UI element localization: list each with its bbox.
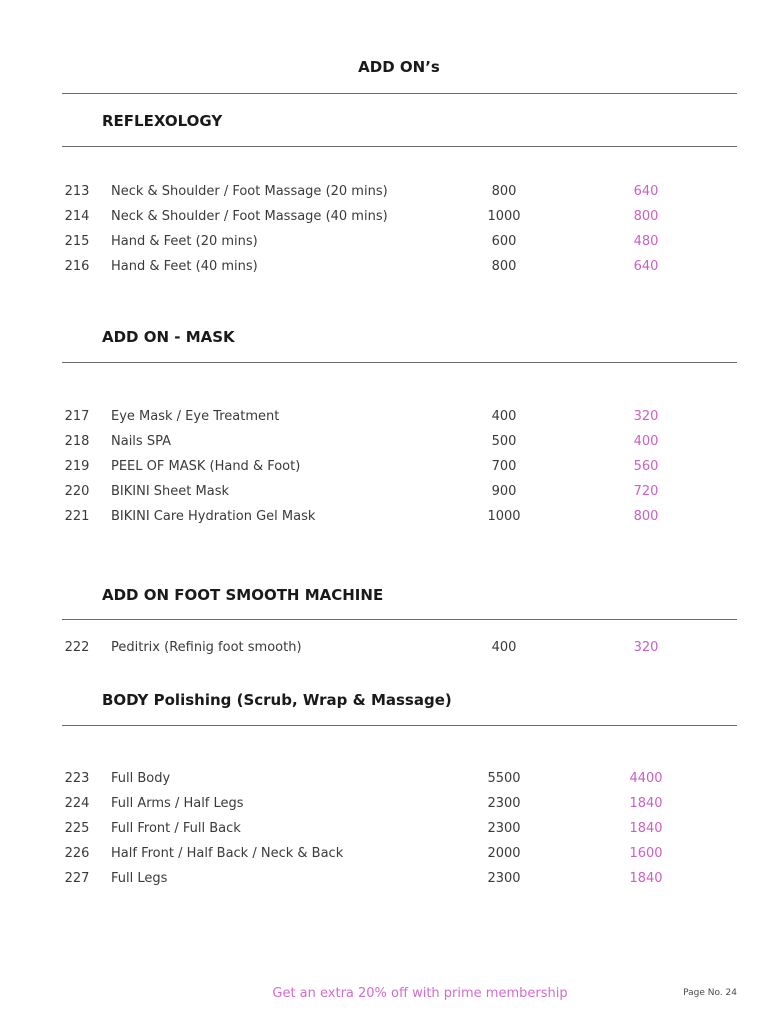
item-name: Hand & Feet (40 mins) xyxy=(111,259,258,274)
item-price: 800 xyxy=(491,259,517,274)
divider xyxy=(62,146,737,147)
item-price: 5500 xyxy=(487,771,521,786)
item-name: Neck & Shoulder / Foot Massage (40 mins) xyxy=(111,209,388,224)
divider xyxy=(62,93,737,94)
item-code: 223 xyxy=(64,771,90,786)
table-row xyxy=(0,429,778,454)
item-price: 2000 xyxy=(487,846,521,861)
item-name: Nails SPA xyxy=(111,434,171,449)
table-row xyxy=(0,229,778,254)
section-title-reflexology: REFLEXOLOGY xyxy=(102,112,223,130)
item-price: 2300 xyxy=(487,871,521,886)
item-price: 2300 xyxy=(487,821,521,836)
item-code: 218 xyxy=(64,434,90,449)
item-member-price: 560 xyxy=(633,459,659,474)
membership-promo: Get an extra 20% off with prime membership xyxy=(272,986,568,1001)
table-row xyxy=(0,841,778,866)
item-name: BIKINI Care Hydration Gel Mask xyxy=(111,509,316,524)
item-member-price: 640 xyxy=(633,184,659,199)
item-name: PEEL OF MASK (Hand & Foot) xyxy=(111,459,301,474)
divider xyxy=(62,362,737,363)
item-code: 224 xyxy=(64,796,90,811)
table-row xyxy=(0,479,778,504)
item-price: 500 xyxy=(491,434,517,449)
item-name: Full Arms / Half Legs xyxy=(111,796,244,811)
page-title: ADD ON’s xyxy=(358,58,440,76)
item-member-price: 480 xyxy=(633,234,659,249)
divider xyxy=(62,725,737,726)
table-row xyxy=(0,454,778,479)
item-price: 1000 xyxy=(487,209,521,224)
item-price: 700 xyxy=(491,459,517,474)
item-member-price: 800 xyxy=(633,509,659,524)
page-number: Page No. 24 xyxy=(683,988,737,998)
item-name: Neck & Shoulder / Foot Massage (20 mins) xyxy=(111,184,388,199)
item-member-price: 320 xyxy=(633,409,659,424)
table-row xyxy=(0,791,778,816)
item-member-price: 1840 xyxy=(629,871,663,886)
item-name: Full Legs xyxy=(111,871,168,886)
table-row xyxy=(0,635,778,660)
item-code: 221 xyxy=(64,509,90,524)
section-title-foot-smooth: ADD ON FOOT SMOOTH MACHINE xyxy=(102,586,384,604)
item-member-price: 800 xyxy=(633,209,659,224)
item-member-price: 4400 xyxy=(629,771,663,786)
item-name: Full Body xyxy=(111,771,171,786)
item-price: 600 xyxy=(491,234,517,249)
item-code: 225 xyxy=(64,821,90,836)
item-code: 222 xyxy=(64,640,90,655)
item-name: Half Front / Half Back / Neck & Back xyxy=(111,846,344,861)
section-title-mask: ADD ON - MASK xyxy=(102,328,235,346)
table-row xyxy=(0,866,778,891)
table-row xyxy=(0,504,778,529)
item-name: BIKINI Sheet Mask xyxy=(111,484,230,499)
item-code: 227 xyxy=(64,871,90,886)
item-name: Hand & Feet (20 mins) xyxy=(111,234,258,249)
table-row xyxy=(0,204,778,229)
item-price: 800 xyxy=(491,184,517,199)
item-price: 400 xyxy=(491,409,517,424)
item-member-price: 640 xyxy=(633,259,659,274)
table-row xyxy=(0,404,778,429)
divider xyxy=(62,619,737,620)
item-member-price: 320 xyxy=(633,640,659,655)
item-price: 900 xyxy=(491,484,517,499)
table-row xyxy=(0,254,778,279)
item-name: Full Front / Full Back xyxy=(111,821,241,836)
item-code: 215 xyxy=(64,234,90,249)
item-code: 214 xyxy=(64,209,90,224)
item-code: 217 xyxy=(64,409,90,424)
item-member-price: 400 xyxy=(633,434,659,449)
item-price: 2300 xyxy=(487,796,521,811)
item-code: 216 xyxy=(64,259,90,274)
table-row xyxy=(0,766,778,791)
item-member-price: 1840 xyxy=(629,796,663,811)
item-member-price: 1840 xyxy=(629,821,663,836)
item-code: 226 xyxy=(64,846,90,861)
section-title-body-polishing: BODY Polishing (Scrub, Wrap & Massage) xyxy=(102,691,452,709)
item-code: 220 xyxy=(64,484,90,499)
item-member-price: 720 xyxy=(633,484,659,499)
item-name: Eye Mask / Eye Treatment xyxy=(111,409,280,424)
table-row xyxy=(0,816,778,841)
table-row xyxy=(0,179,778,204)
item-code: 219 xyxy=(64,459,90,474)
item-member-price: 1600 xyxy=(629,846,663,861)
item-code: 213 xyxy=(64,184,90,199)
item-price: 400 xyxy=(491,640,517,655)
item-name: Peditrix (Refinig foot smooth) xyxy=(111,640,302,655)
item-price: 1000 xyxy=(487,509,521,524)
